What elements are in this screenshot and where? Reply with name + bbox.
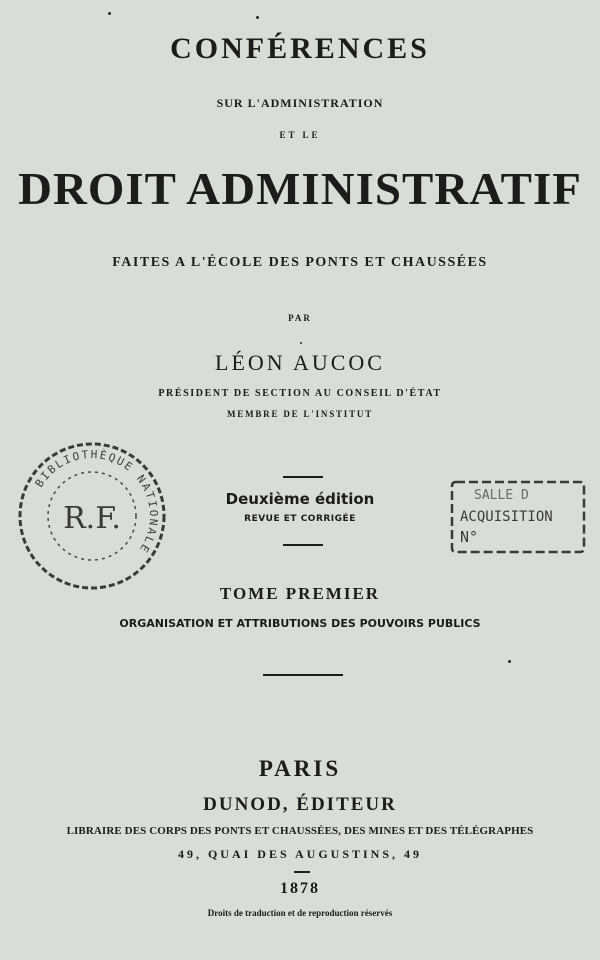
address: 49, QUAI DES AUGUSTINS, 49 — [177, 847, 423, 861]
publisher: DUNOD, ÉDITEUR — [203, 794, 397, 815]
main-title: DROIT ADMINISTRATIF — [18, 163, 582, 214]
edition-note: REVUE ET CORRIGÉE — [244, 514, 356, 524]
print-speck — [108, 12, 111, 15]
stamp-line-3: N° — [460, 528, 479, 546]
subtitle-line-2: ET LE — [279, 130, 321, 140]
author-role-1: PRÉSIDENT DE SECTION AU CONSEIL D'ÉTAT — [158, 388, 442, 399]
by-label: PAR — [288, 313, 312, 323]
edition: Deuxième édition — [225, 490, 375, 508]
title: CONFÉRENCES — [170, 32, 430, 65]
acquisition-stamp — [448, 478, 588, 556]
stamp-line-2: ACQUISITION — [460, 509, 553, 525]
author-name: LÉON AUCOC — [215, 350, 385, 375]
rights-notice: Droits de traduction et de reproduction réservés — [207, 908, 393, 918]
print-speck — [508, 660, 511, 663]
city: PARIS — [258, 756, 342, 781]
stamp-line-1: SALLE D — [474, 488, 529, 503]
stamp-ring-icon — [12, 436, 172, 596]
divider-rule — [283, 476, 323, 478]
library-stamp-round — [12, 436, 172, 596]
print-speck — [256, 16, 259, 19]
stamp-center-text: R.F. — [63, 501, 121, 536]
venue: FAITES A L'ÉCOLE DES PONTS ET CHAUSSÉES — [112, 255, 488, 270]
divider-rule — [294, 871, 310, 873]
divider-rule — [283, 544, 323, 546]
author-role-2: MEMBRE DE L'INSTITUT — [226, 409, 374, 419]
subtitle-line-1: SUR L'ADMINISTRATION — [216, 96, 384, 110]
volume-subtitle: ORGANISATION ET ATTRIBUTIONS DES POUVOIRS PUBLICS — [119, 617, 481, 630]
print-speck — [300, 342, 302, 344]
year: 1878 — [280, 880, 320, 897]
publisher-description: LIBRAIRE DES CORPS DES PONTS ET CHAUSSÉES, DES MINES ET DES TÉLÉGRAPHES — [66, 825, 534, 837]
stamp-ring-text: BIBLIOTHÈQUE NATIONALE — [32, 447, 161, 556]
divider-rule — [263, 674, 343, 676]
volume: TOME PREMIER — [219, 584, 381, 603]
